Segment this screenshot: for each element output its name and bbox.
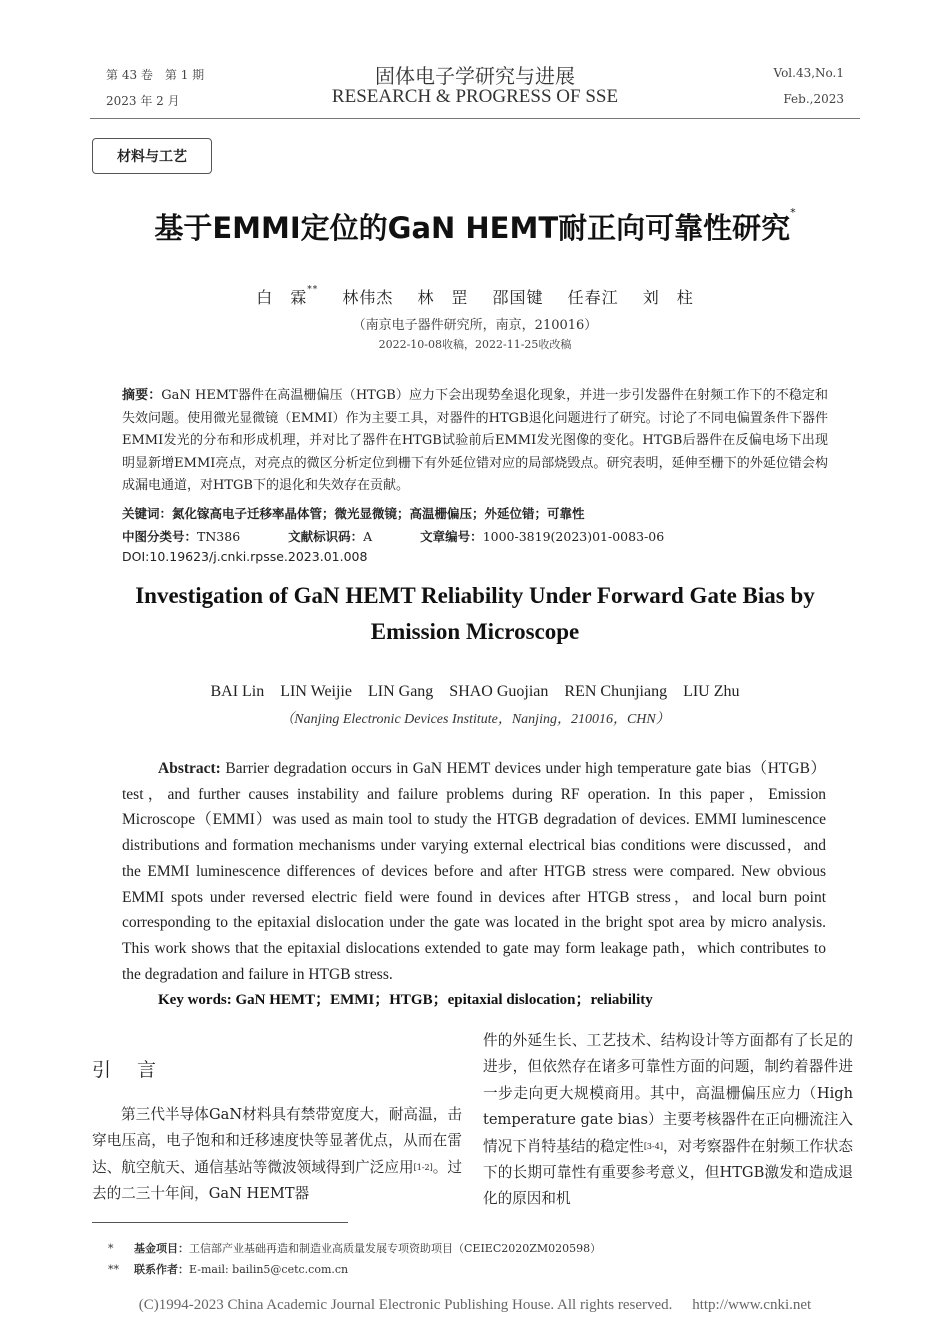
citation-ref[interactable]: [3-4]	[643, 1141, 663, 1151]
received-dates: 2022-10-08收稿，2022-11-25收改稿	[378, 338, 572, 351]
section-tag-label: 材料与工艺	[117, 149, 187, 165]
doc-code-label: 文献标识码：	[288, 529, 364, 544]
clc-label: 中图分类号：	[122, 529, 198, 544]
author-cn: 白 霖**	[256, 285, 319, 307]
date-en: Feb.,2023	[783, 92, 844, 106]
volume-issue-cn: 第 43 卷 第 1 期	[106, 68, 205, 82]
copyright-text: (C)1994-2023 China Academic Journal Electronic Publishing House. All rights reserved.	[138, 1297, 673, 1313]
footnote-contact	[108, 1261, 348, 1277]
doc-code-value: A	[363, 529, 373, 544]
keywords-en-label: Key words:	[158, 992, 232, 1008]
author-cn: 任春江	[567, 288, 619, 307]
cnki-link[interactable]: http://www.cnki.net	[692, 1297, 812, 1313]
author-en: LIN Gang	[367, 683, 434, 700]
author-en: BAI Lin	[210, 683, 265, 700]
title-cn	[0, 206, 950, 247]
date-cn: 2023 年 2 月	[106, 94, 180, 108]
abstract-cn-label: 摘要：	[122, 388, 162, 403]
abstract-en-text: Barrier degradation occurs in GaN HEMT devices under high temperature gate bias（HTGB）test，and further causes instability and failure problems during RF operation. In this paper，Emission Microscope（EMMI）was used as main tool to study the HTGB degradation of devices. EMMI luminescence distributions and formation mechanisms under varying external electrical bias conditions were discussed，and the EMMI luminescence differences of devices before and after HTGB stress were compared. New obvious EMMI spots under reversed electric field were found in devices after HTGB stress，and local burn point corresponding to the epitaxial dislocation under the gate was located in the bright spot area by micro analysis. This work shows that the epitaxial dislocations extended to gate may form leakage path，which contributes to the degradation and failure in HTGB stress.	[122, 760, 826, 983]
author-en: SHAO Guojian	[449, 683, 549, 700]
title-cn-text: 基于EMMI定位的GaN HEMT耐正向可靠性研究	[154, 211, 791, 245]
footnote-mark: *	[108, 1242, 114, 1255]
abstract-cn-text: GaN HEMT器件在高温栅偏压（HTGB）应力下会出现势垒退化现象，并进一步引发器件在射频工作下的不稳定和失效问题。使用微光显微镜（EMMI）作为主要工具，对器件的HTGB退化问题进行了研究。讨论了不同电偏置条件下器件EMMI发光的分布和形成机理，并对比了器件在HTGB试验前后EMMI发光图像的变化。HTGB后器件在反偏电场下出现明显新增EMMI亮点，对亮点的微区分析定位到栅下有外延位错对应的局部烧毁点。研究表明，延伸至栅下的外延位错会构成漏电通道，对HTGB下的退化和失效存在贡献。	[122, 388, 828, 493]
author-en: LIU Zhu	[683, 683, 740, 700]
affiliation-en: （Nanjing Electronic Devices Institute，Nanjing，210016，CHN）	[280, 712, 670, 727]
citation-ref[interactable]: [1-2]	[413, 1162, 433, 1172]
footnote-funding	[108, 1240, 601, 1256]
author-cn: 林 罡	[417, 288, 469, 307]
title-cn-mark: *	[790, 206, 796, 219]
journal-title-cn: 固体电子学研究与进展	[375, 64, 575, 88]
author-cn: 林伟杰	[342, 288, 394, 307]
title-en	[0, 578, 950, 650]
author-en: LIN Weijie	[280, 683, 352, 700]
authors-cn	[0, 285, 950, 308]
keywords-en	[158, 988, 653, 1009]
keywords-en-text: GaN HEMT；EMMI；HTGB；epitaxial dislocation；reliability	[235, 992, 653, 1008]
abstract-cn	[122, 385, 828, 498]
footnote-mark: **	[108, 1263, 119, 1276]
author-en: REN Chunjiang	[564, 683, 668, 700]
intro-left-column	[92, 1102, 462, 1208]
keywords-cn-label: 关键词：	[122, 506, 173, 521]
article-number-value: 1000-3819(2023)01-0083-06	[482, 529, 665, 544]
affiliation-cn: （南京电子器件研究所，南京，210016）	[352, 318, 598, 333]
intro-right-text: 件的外延生长、工艺技术、结构设计等方面都有了长足的进步，但依然存在诸多可靠性方面的问题，制约着器件进一步走向更大规模商用。其中，高温栅偏压应力（High temperature gate bias）主要考核器件在正向栅流注入情况下肖特基结的稳定性	[483, 1032, 853, 1155]
intro-heading: 引言	[92, 1059, 183, 1081]
copyright-footer	[0, 1297, 950, 1314]
abstract-en-label: Abstract:	[158, 760, 221, 777]
author-cn: 邵国键	[492, 288, 544, 307]
classification-line	[122, 527, 664, 545]
abstract-en	[122, 756, 826, 987]
authors-en	[0, 683, 950, 701]
footnote-text[interactable]: E-mail: bailin5@cetc.com.cn	[189, 1263, 349, 1276]
header-rule	[90, 118, 860, 119]
intro-right-text-after: ，对考察器件在射频工作状态下的长期可靠性有重要参考意义，但HTGB激发和造成退化的原因和机	[483, 1137, 853, 1208]
article-number-label: 文章编号：	[420, 529, 483, 544]
intro-right-column	[483, 1028, 853, 1213]
author-cn: 刘 柱	[642, 288, 694, 307]
doi[interactable]: DOI:10.19623/j.cnki.rpsse.2023.01.008	[122, 549, 368, 564]
section-tag	[92, 138, 212, 174]
journal-title-en: RESEARCH & PROGRESS OF SSE	[331, 86, 619, 107]
intro-left-text: 第三代半导体GaN材料具有禁带宽度大，耐高温，击穿电压高，电子饱和和迁移速度快等显著优点，从而在雷达、航空航天、通信基站等微波领域得到广泛应用	[92, 1106, 462, 1176]
volume-issue-en: Vol.43,No.1	[773, 66, 844, 80]
keywords-cn-text: 氮化镓高电子迁移率晶体管；微光显微镜；高温栅偏压；外延位错；可靠性	[172, 506, 585, 521]
intro-left-text-after: 。过去的二三十年间，GaN HEMT器	[92, 1158, 462, 1203]
footnote-rule	[92, 1222, 348, 1223]
clc-value: TN386	[197, 529, 241, 544]
footnote-label: 联系作者：	[134, 1263, 189, 1276]
title-en-text: Investigation of GaN HEMT Reliability Under Forward Gate Bias by Emission Microscope	[135, 583, 815, 644]
footnote-label: 基金项目：	[134, 1242, 189, 1255]
keywords-cn	[122, 504, 585, 522]
footnote-text: 工信部产业基础再造和制造业高质量发展专项资助项目（CEIEC2020ZM020598）	[189, 1242, 602, 1255]
